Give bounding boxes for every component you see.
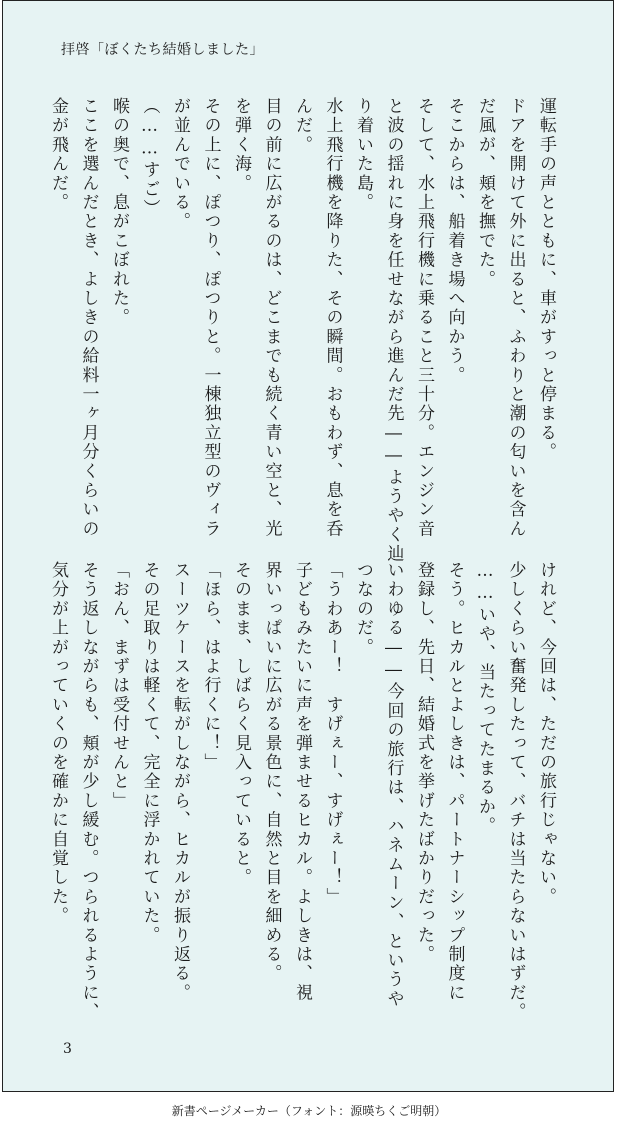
text-line: 金が飛んだ。 (48, 97, 68, 213)
page-number: 3 (63, 1041, 72, 1057)
text-line: 運転手の声とともに、車がすっと停まる。 (536, 97, 556, 462)
text-line: だ風が、頬を撫でた。 (475, 97, 495, 289)
text-line: そして、水上飛行機に乗ること三十分。エンジン音 (414, 97, 434, 539)
text-line: が並んでいる。 (170, 97, 190, 232)
text-line: 子どもみたいに声を弾ませるヒカル。よしきは、視 (292, 561, 312, 1003)
text-line: 少しくらい奮発したって、バチは当たらないはずだ。 (505, 561, 526, 1022)
upper-text-block (48, 97, 561, 564)
lower-text-block (48, 561, 561, 1022)
text-line: そこからは、船着き場へ向かう。 (444, 97, 465, 385)
novel-page (2, 0, 614, 1092)
text-line: んだ。 (292, 97, 312, 155)
text-line: ドアを開けて外に出ると、ふわりと潮の匂いを含ん (505, 97, 526, 539)
text-line: 「おん、まずは受付せんと」 (109, 561, 129, 811)
text-line: と波の揺れに身を任せながら進んだ先――ようやく辿 (383, 97, 404, 564)
text-line: そう。ヒカルとよしきは、パートナーシップ制度に (444, 561, 465, 1003)
text-line: つなのだ。 (353, 561, 373, 657)
text-line: 「うわあー！ すげぇー、すげぇー！」 (322, 561, 343, 907)
text-line: 目の前に広がるのは、どこまでも続く青い空と、光 (261, 97, 282, 539)
text-line: その足取りは軽くて、完全に浮かれていた。 (139, 561, 160, 945)
text-line: 水上飛行機を降りた、その瞬間。おもわず、息を呑 (322, 97, 343, 539)
text-line: を弾く海。 (231, 97, 251, 193)
text-line: ここを選んだとき、よしきの給料一ヶ月分くらいの (78, 97, 99, 539)
text-line: いわゆる――今回の旅行は、ハネムーン、というや (383, 561, 404, 1009)
text-line: 喉の奥で、息がこぼれた。 (109, 97, 129, 328)
text-line: そう返しながらも、頬が少し緩む。つられるように、 (78, 561, 99, 1022)
text-line: ……いや、当たってたまるか。 (475, 561, 495, 836)
text-line: 「ほら、はよ行くに！」 (200, 561, 221, 773)
text-line: その上に、ぽつり、ぽつりと。一棟独立型のヴィラ (200, 97, 221, 539)
page-header-title: 拝啓「ぼくたち結婚しました」 (61, 42, 264, 58)
footer-credit: 新書ページメーカー（フォント：源暎ちくご明朝） (171, 1104, 447, 1118)
text-line: り着いた島。 (353, 97, 373, 213)
text-line: 登録し、先日、結婚式を挙げたばかりだった。 (414, 561, 434, 965)
text-line: 界いっぱいに広がる景色に、自然と目を細める。 (261, 561, 282, 984)
text-line: スーツケースを転がしながら、ヒカルが振り返る。 (170, 561, 190, 1003)
text-line: 気分が上がっていくのを確かに自覚した。 (48, 561, 68, 926)
text-line: （……すご） (139, 97, 160, 219)
text-line: けれど、今回は、ただの旅行じゃない。 (536, 561, 556, 907)
text-line: そのまま、しばらく見入っていると。 (231, 561, 251, 888)
